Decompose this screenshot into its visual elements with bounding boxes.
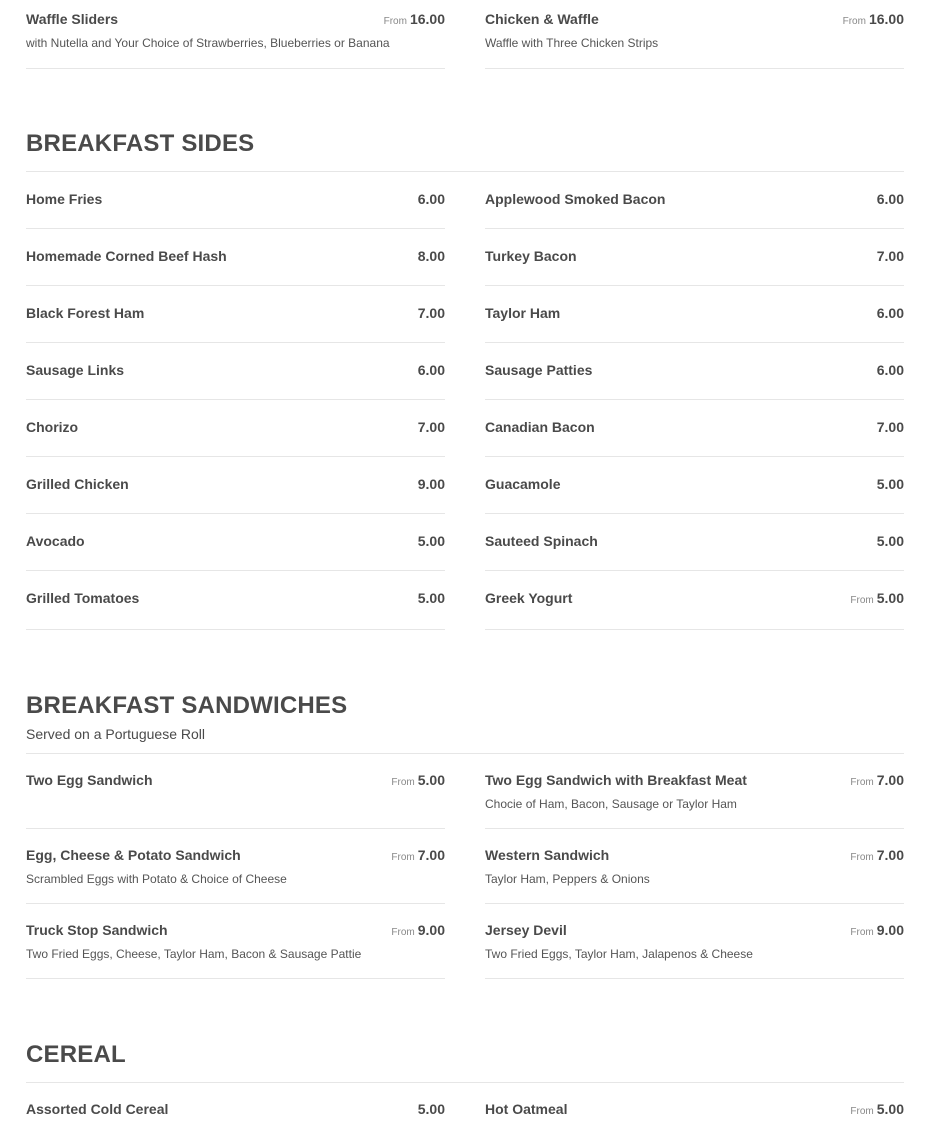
item-name: Black Forest Ham: [26, 305, 145, 321]
menu-item[interactable]: [26, 400, 445, 457]
item-description: Two Fried Eggs, Taylor Ham, Jalapenos & Cheese: [485, 947, 753, 961]
item-price: [843, 11, 904, 27]
price-value: 9.00: [876, 922, 904, 938]
item-price: [850, 922, 904, 938]
top-items: [26, 0, 904, 69]
item-price: [384, 11, 445, 27]
price-value: 5.00: [876, 533, 904, 549]
menu-item[interactable]: [485, 0, 904, 69]
price-value: 6.00: [417, 362, 445, 378]
item-name: Guacamole: [485, 476, 561, 492]
menu-item[interactable]: [26, 1083, 445, 1133]
item-name: Western Sandwich: [485, 847, 610, 863]
section-title-breakfast-sides: BREAKFAST SIDES: [26, 130, 255, 157]
menu-item[interactable]: [26, 571, 445, 630]
item-price: [391, 922, 445, 938]
item-price: [418, 191, 445, 207]
item-price: [877, 419, 904, 435]
menu-item[interactable]: [26, 904, 445, 979]
menu-item[interactable]: [485, 343, 904, 400]
menu-item[interactable]: [485, 172, 904, 229]
item-name: Waffle Sliders: [26, 11, 119, 27]
item-name: Turkey Bacon: [485, 248, 577, 264]
item-name: Greek Yogurt: [485, 590, 573, 606]
price-value: 5.00: [417, 590, 445, 606]
price-value: 5.00: [876, 476, 904, 492]
item-price: [418, 362, 445, 378]
item-name: Jersey Devil: [485, 922, 567, 938]
breakfast-sides-right-column: [485, 172, 904, 630]
menu-item[interactable]: [485, 829, 904, 904]
price-value: 7.00: [417, 847, 445, 863]
item-name: Two Egg Sandwich: [26, 772, 153, 788]
menu-item[interactable]: [26, 172, 445, 229]
item-name: Grilled Tomatoes: [26, 590, 140, 606]
item-price: [877, 305, 904, 321]
item-name: Homemade Corned Beef Hash: [26, 248, 227, 264]
menu-item[interactable]: [26, 229, 445, 286]
price-value: 6.00: [876, 362, 904, 378]
breakfast-sandwiches-left-column: [26, 754, 445, 979]
item-name: Chorizo: [26, 419, 79, 435]
item-name: Home Fries: [26, 191, 103, 207]
menu-item[interactable]: [485, 457, 904, 514]
section-title-cereal: CEREAL: [26, 1041, 126, 1068]
price-value: 9.00: [417, 922, 445, 938]
cereal-right-column: [485, 1083, 904, 1133]
item-name: Assorted Cold Cereal: [26, 1101, 169, 1117]
menu-item[interactable]: [26, 0, 445, 69]
item-price: [391, 847, 445, 863]
price-value: 5.00: [876, 1101, 904, 1117]
price-value: 7.00: [417, 419, 445, 435]
item-price: [418, 305, 445, 321]
cereal-left-column: [26, 1083, 445, 1133]
price-value: 7.00: [876, 248, 904, 264]
menu-item[interactable]: [26, 514, 445, 571]
item-description: with Nutella and Your Choice of Strawberries, Blueberries or Banana: [26, 36, 390, 50]
menu-item[interactable]: [26, 286, 445, 343]
item-name: Egg, Cheese & Potato Sandwich: [26, 847, 241, 863]
item-name: Hot Oatmeal: [485, 1101, 568, 1117]
breakfast-sides-left-column: [26, 172, 445, 630]
item-price: [418, 533, 445, 549]
menu-item[interactable]: [485, 571, 904, 630]
menu-item[interactable]: [485, 400, 904, 457]
menu-item[interactable]: [485, 754, 904, 829]
price-value: 6.00: [876, 305, 904, 321]
menu-item[interactable]: [485, 514, 904, 571]
menu-item[interactable]: [26, 754, 445, 829]
menu-item[interactable]: [26, 343, 445, 400]
price-from-label: From: [850, 927, 874, 938]
price-from-label: From: [391, 927, 415, 938]
item-name: Two Egg Sandwich with Breakfast Meat: [485, 772, 747, 788]
price-value: 5.00: [417, 533, 445, 549]
price-value: 7.00: [876, 847, 904, 863]
price-value: 16.00: [868, 11, 904, 27]
breakfast-sandwiches-right-column: [485, 754, 904, 979]
price-value: 6.00: [417, 191, 445, 207]
item-name: Avocado: [26, 533, 85, 549]
breakfast-sandwiches-list: [26, 754, 904, 979]
item-price: [418, 248, 445, 264]
menu-item[interactable]: [485, 286, 904, 343]
price-value: 8.00: [417, 248, 445, 264]
price-value: 16.00: [409, 11, 445, 27]
price-from-label: From: [391, 777, 415, 788]
item-price: [418, 1101, 445, 1117]
item-name: Sauteed Spinach: [485, 533, 598, 549]
item-description: Waffle with Three Chicken Strips: [485, 36, 659, 50]
item-name: Chicken & Waffle: [485, 11, 599, 27]
section-title-breakfast-sandwiches: BREAKFAST SANDWICHES: [26, 692, 348, 719]
item-name: Applewood Smoked Bacon: [485, 191, 666, 207]
item-name: Sausage Patties: [485, 362, 593, 378]
item-description: Taylor Ham, Peppers & Onions: [485, 872, 650, 886]
menu-item[interactable]: [485, 1083, 904, 1133]
item-name: Grilled Chicken: [26, 476, 129, 492]
item-description: Two Fried Eggs, Cheese, Taylor Ham, Bacon & Sausage Pattie: [26, 947, 362, 961]
menu-item[interactable]: [26, 457, 445, 514]
item-price: [850, 590, 904, 606]
item-name: Taylor Ham: [485, 305, 561, 321]
item-price: [418, 476, 445, 492]
section-subtitle: Served on a Portuguese Roll: [26, 726, 205, 742]
menu-item[interactable]: [485, 229, 904, 286]
price-from-label: From: [850, 595, 874, 606]
price-value: 7.00: [417, 305, 445, 321]
price-from-label: From: [391, 852, 415, 863]
item-price: [391, 772, 445, 788]
item-price: [877, 248, 904, 264]
price-value: 5.00: [876, 590, 904, 606]
price-value: 9.00: [417, 476, 445, 492]
item-description: Chocie of Ham, Bacon, Sausage or Taylor Ham: [485, 797, 737, 811]
item-price: [850, 847, 904, 863]
menu-item[interactable]: [485, 904, 904, 979]
item-name: Canadian Bacon: [485, 419, 595, 435]
item-price: [877, 476, 904, 492]
price-value: 7.00: [876, 419, 904, 435]
price-value: 6.00: [876, 191, 904, 207]
item-price: [418, 590, 445, 606]
cereal-list: [26, 1083, 904, 1133]
item-price: [850, 1101, 904, 1117]
item-name: Sausage Links: [26, 362, 125, 378]
price-value: 5.00: [417, 1101, 445, 1117]
breakfast-sides-list: [26, 172, 904, 630]
item-name: Truck Stop Sandwich: [26, 922, 168, 938]
price-from-label: From: [850, 1106, 874, 1117]
item-description: Scrambled Eggs with Potato & Choice of Cheese: [26, 872, 287, 886]
price-from-label: From: [850, 777, 874, 788]
item-price: [877, 191, 904, 207]
item-price: [877, 533, 904, 549]
item-price: [877, 362, 904, 378]
price-from-label: From: [850, 852, 874, 863]
item-price: [418, 419, 445, 435]
price-value: 7.00: [876, 772, 904, 788]
price-value: 5.00: [417, 772, 445, 788]
price-from-label: From: [383, 16, 407, 27]
item-price: [850, 772, 904, 788]
menu-item[interactable]: [26, 829, 445, 904]
price-from-label: From: [842, 16, 866, 27]
